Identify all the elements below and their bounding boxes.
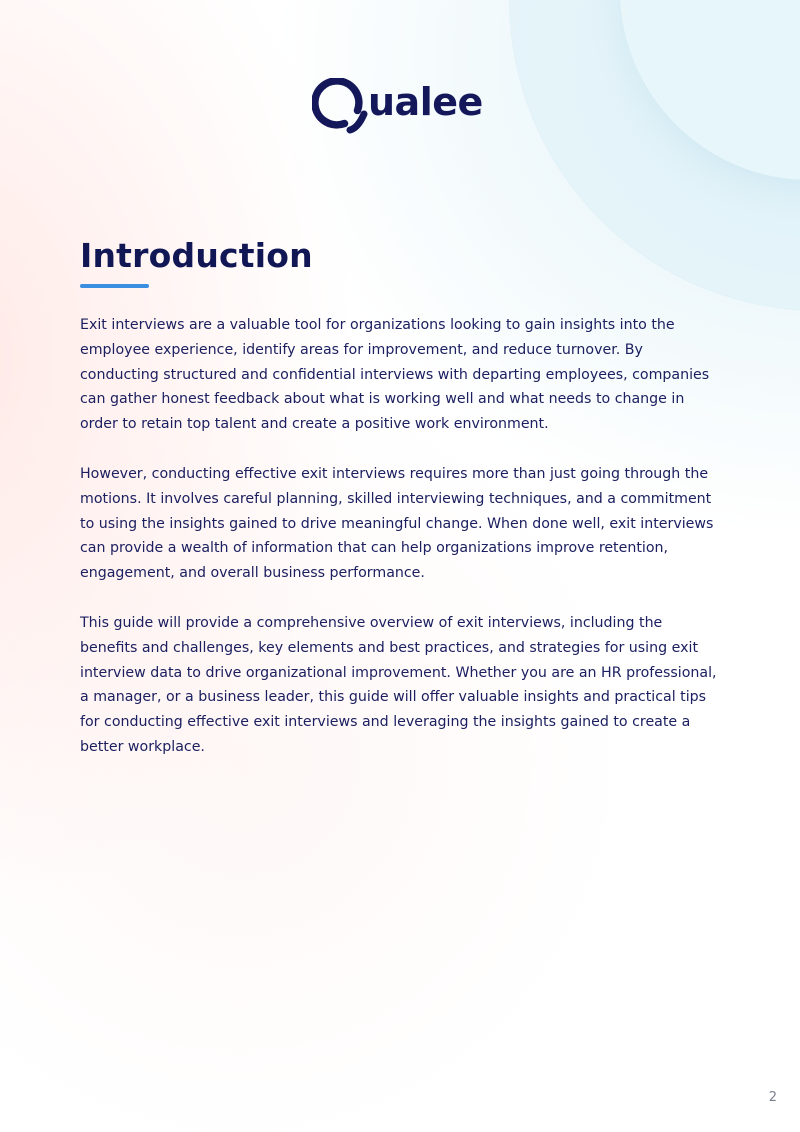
page-number: 2 — [768, 1090, 777, 1105]
qualee-logo — [312, 78, 492, 144]
page-title: Introduction — [80, 236, 313, 275]
decorative-arc-outer — [510, 0, 800, 310]
paragraph: Exit interviews are a valuable tool for organizations looking to gain insights into the employee experience, identify areas for improvement, and reduce turnover. By conducting structured and confidential interviews with departing employees, companies can gather honest feedback about what is working well and what needs to change in order to retain top talent and create a positive work environment. — [80, 317, 710, 433]
body-text — [80, 313, 720, 785]
paragraph: This guide will provide a comprehensive overview of exit interviews, including the benefits and challenges, key elements and best practices, and strategies for using exit interview data to drive organizational improvement. Whether you are an HR professional, a manager, or a business leader, this guide will offer valuable insights and practical tips for conducting effective exit interviews and leveraging the insights gained to create a better workplace. — [80, 614, 717, 755]
svg-text:ualee: ualee — [368, 80, 483, 124]
title-underline — [80, 284, 149, 288]
decorative-arc-inner — [620, 0, 800, 180]
paragraph: However, conducting effective exit interviews requires more than just going through the motions. It involves careful planning, skilled interviewing techniques, and a commitment to using the insights gained to drive meaningful change. When done well, exit interviews can provide a wealth of information that can help organizations improve retention, engagement, and overall business performance. — [80, 465, 714, 582]
